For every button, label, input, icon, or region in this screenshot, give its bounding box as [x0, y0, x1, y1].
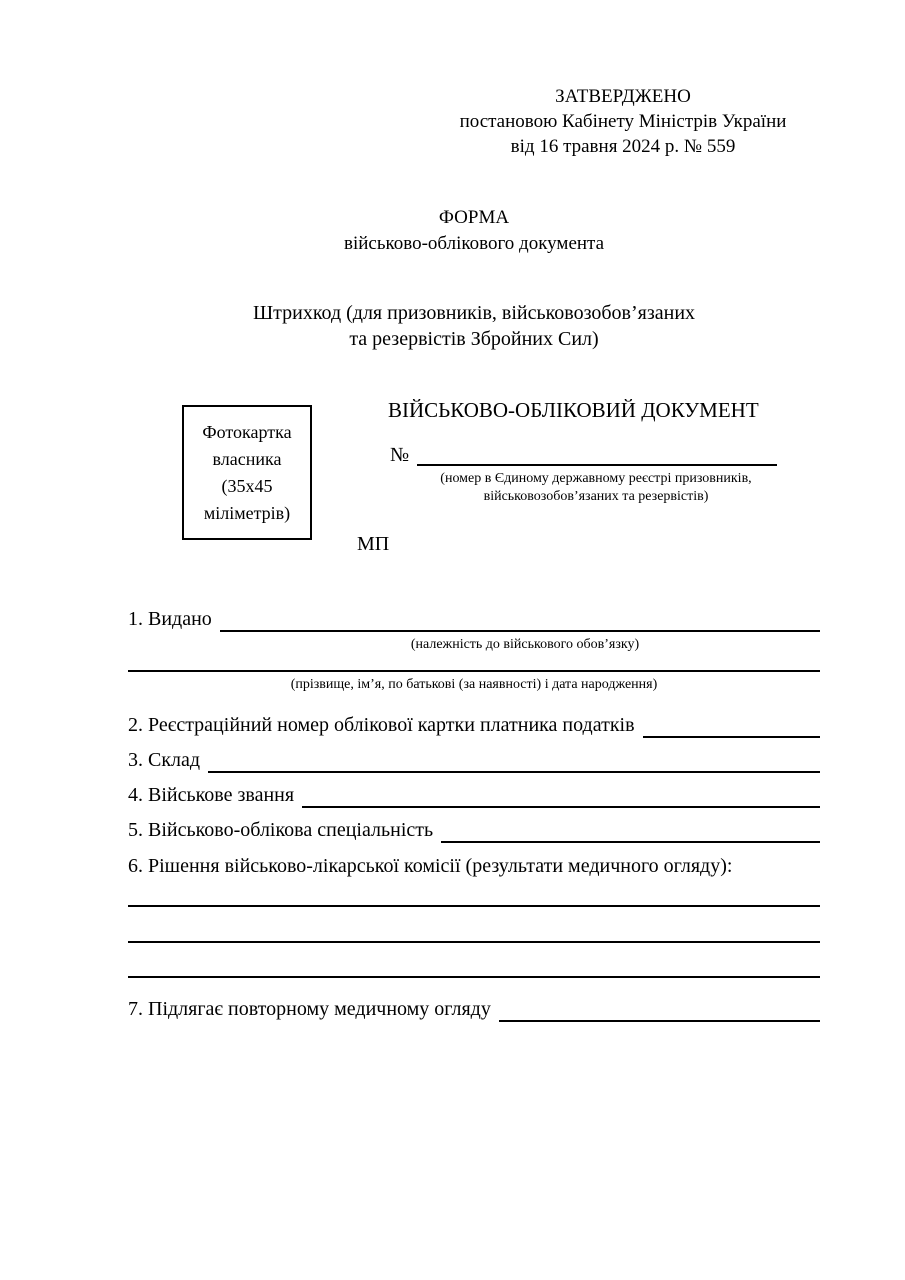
repeat-exam-value-field[interactable] [499, 996, 820, 1022]
photo-box-line-3: (35х45 [221, 475, 273, 496]
document-title: ВІЙСЬКОВО-ОБЛІКОВИЙ ДОКУМЕНТ [388, 398, 759, 422]
rank-value-field[interactable] [302, 782, 820, 808]
issued-caption: (належність до військового обов’язку) [410, 637, 640, 652]
field-row-rank [128, 782, 820, 808]
photo-box-line-1: Фотокартка [202, 421, 292, 442]
form-heading [128, 205, 820, 257]
issued-label: 1. Видано [128, 608, 212, 630]
issued-value-field[interactable] [220, 606, 820, 632]
tax-number-label: 2. Реєстраційний номер облікової картки платника податків [128, 714, 635, 736]
medical-decision-label: 6. Рішення військово-лікарської комісії (результати медичного огляду): [128, 855, 733, 877]
barcode-note [128, 300, 820, 352]
approval-block [428, 84, 818, 159]
specialty-label: 5. Військово-облікова спеціальність [128, 819, 434, 841]
name-caption: (прізвище, ім’я, по батькові (за наявності) і дата народження) [290, 677, 658, 692]
document-number-field[interactable] [417, 444, 777, 466]
number-caption-line-2: військовозобов’язаних та резервістів) [483, 489, 709, 504]
photo-box-line-2: власника [212, 448, 282, 469]
specialty-value-field[interactable] [441, 817, 820, 843]
repeat-exam-label: 7. Підлягає повторному медичному огляду [128, 998, 491, 1020]
barcode-note-line-2: та резервістів Збройних Сил) [349, 328, 599, 350]
rank-label: 4. Військове звання [128, 784, 295, 806]
form-heading-title: ФОРМА [438, 207, 510, 228]
tax-number-value-field[interactable] [643, 712, 820, 738]
approval-line-2: постановою Кабінету Міністрів України [459, 111, 787, 132]
approval-line-3: від 16 травня 2024 р. № 559 [510, 136, 736, 157]
number-caption-line-1: (номер в Єдиному державному реєстрі призовників, [440, 471, 752, 486]
medical-decision-line-1-field[interactable] [128, 885, 820, 907]
form-heading-subtitle: військово-облікового документа [343, 233, 605, 254]
name-value-field[interactable] [128, 650, 820, 672]
composition-value-field[interactable] [208, 747, 820, 773]
field-row-issued [128, 606, 820, 632]
stamp-place-label: МП [357, 533, 390, 555]
composition-label: 3. Склад [128, 749, 201, 771]
medical-decision-line-2-field[interactable] [128, 921, 820, 943]
field-row-specialty [128, 817, 820, 843]
barcode-note-line-1: Штрихкод (для призовників, військовозобов’язаних [252, 302, 696, 324]
document-number-row [390, 444, 777, 466]
approval-line-1: ЗАТВЕРДЖЕНО [555, 86, 691, 107]
photo-box-line-4: міліметрів) [203, 502, 291, 523]
medical-decision-line-3-field[interactable] [128, 956, 820, 978]
number-label: № [390, 444, 410, 466]
field-row-composition [128, 747, 820, 773]
number-caption [415, 470, 777, 506]
field-row-repeat-exam [128, 996, 820, 1022]
photo-placeholder-box [182, 405, 312, 540]
field-row-medical-decision [128, 853, 820, 879]
field-row-tax-number [128, 712, 820, 738]
